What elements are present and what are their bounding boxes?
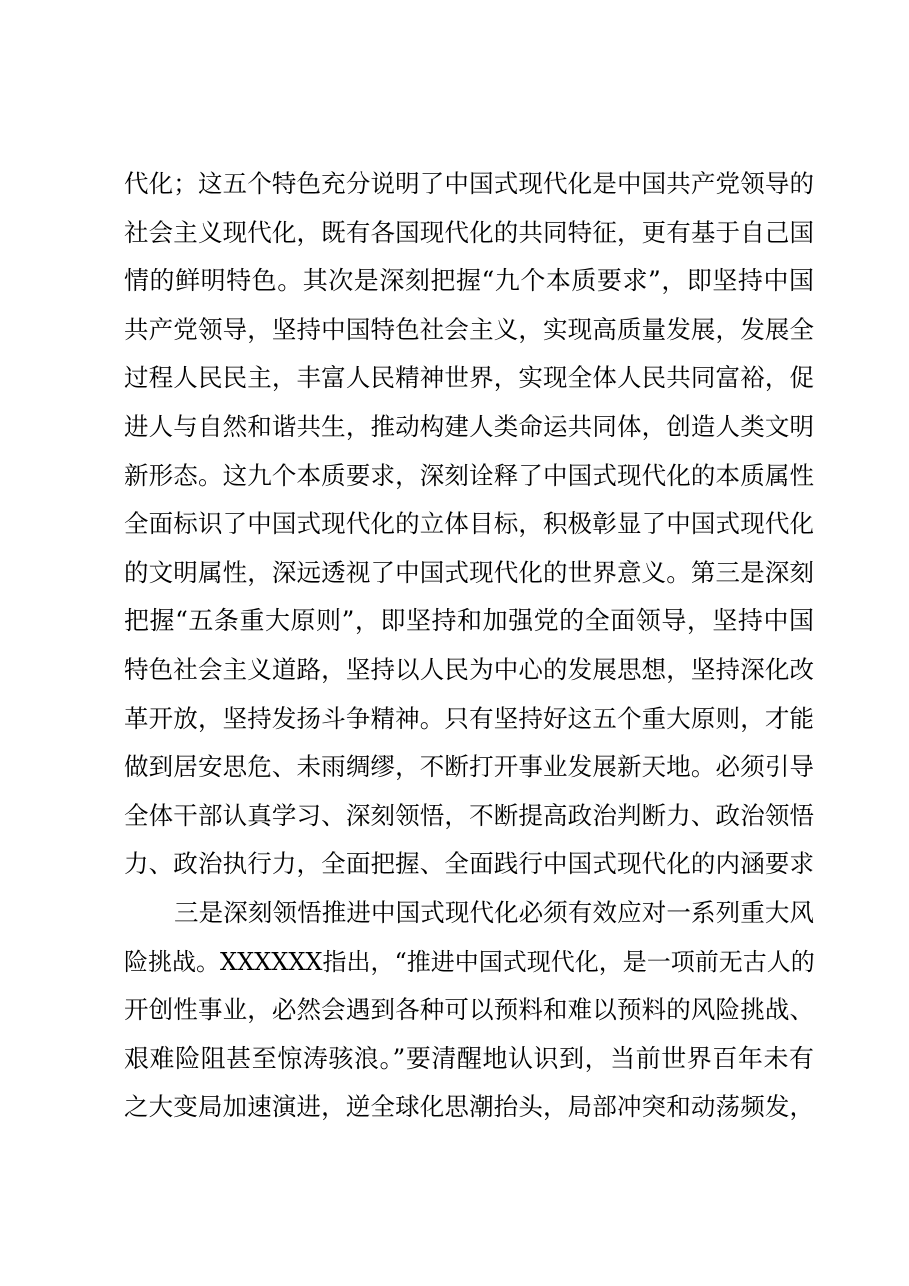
- text-line: 共产党领导，坚持中国特色社会主义，实现高质量发展，发展全: [124, 314, 814, 344]
- text-line: 新形态。这九个本质要求，深刻诠释了中国式现代化的本质属性: [124, 460, 814, 490]
- body-text: [124, 160, 814, 1132]
- text-line: 社会主义现代化，既有各国现代化的共同特征，更有基于自己国: [124, 217, 814, 247]
- text-line: 全面标识了中国式现代化的立体目标，积极彰显了中国式现代化: [124, 509, 814, 539]
- text-line: 全体干部认真学习、深刻领悟，不断提高政治判断力、政治领悟: [124, 800, 814, 830]
- text-line: 的文明属性，深远透视了中国式现代化的世界意义。第三是深刻: [124, 557, 814, 587]
- text-line: 情的鲜明特色。其次是深刻把握“九个本质要求”，即坚持中国: [124, 266, 814, 296]
- text-line: 开创性事业，必然会遇到各种可以预料和难以预料的风险挑战、: [124, 995, 814, 1025]
- text-line: 进人与自然和谐共生，推动构建人类命运共同体，创造人类文明: [124, 411, 814, 441]
- text-line: 过程人民民主，丰富人民精神世界，实现全体人民共同富裕，促: [124, 363, 814, 393]
- text-line: 做到居安思危、未雨绸缪，不断打开事业发展新天地。必须引导: [124, 752, 814, 782]
- text-line: 险挑战。XXXXXX指出，“推进中国式现代化，是一项前无古人的: [124, 947, 815, 976]
- paragraph-start-line: 三是深刻领悟推进中国式现代化必须有效应对一系列重大风: [174, 897, 814, 927]
- text-line: 力、政治执行力，全面把握、全面践行中国式现代化的内涵要求: [124, 849, 814, 879]
- text-line: 艰难险阻甚至惊涛骇浪。”要清醒地认识到，当前世界百年未有: [124, 1043, 814, 1073]
- text-line: 代化；这五个特色充分说明了中国式现代化是中国共产党领导的: [124, 169, 814, 198]
- text-line: 特色社会主义道路，坚持以人民为中心的发展思想，坚持深化改: [124, 654, 814, 684]
- text-line: 之大变局加速演进，逆全球化思潮抬头，局部冲突和动荡频发，: [124, 1092, 814, 1122]
- text-line: 革开放，坚持发扬斗争精神。只有坚持好这五个重大原则，才能: [124, 703, 814, 733]
- text-line: 把握“五条重大原则”，即坚持和加强党的全面领导，坚持中国: [124, 606, 814, 636]
